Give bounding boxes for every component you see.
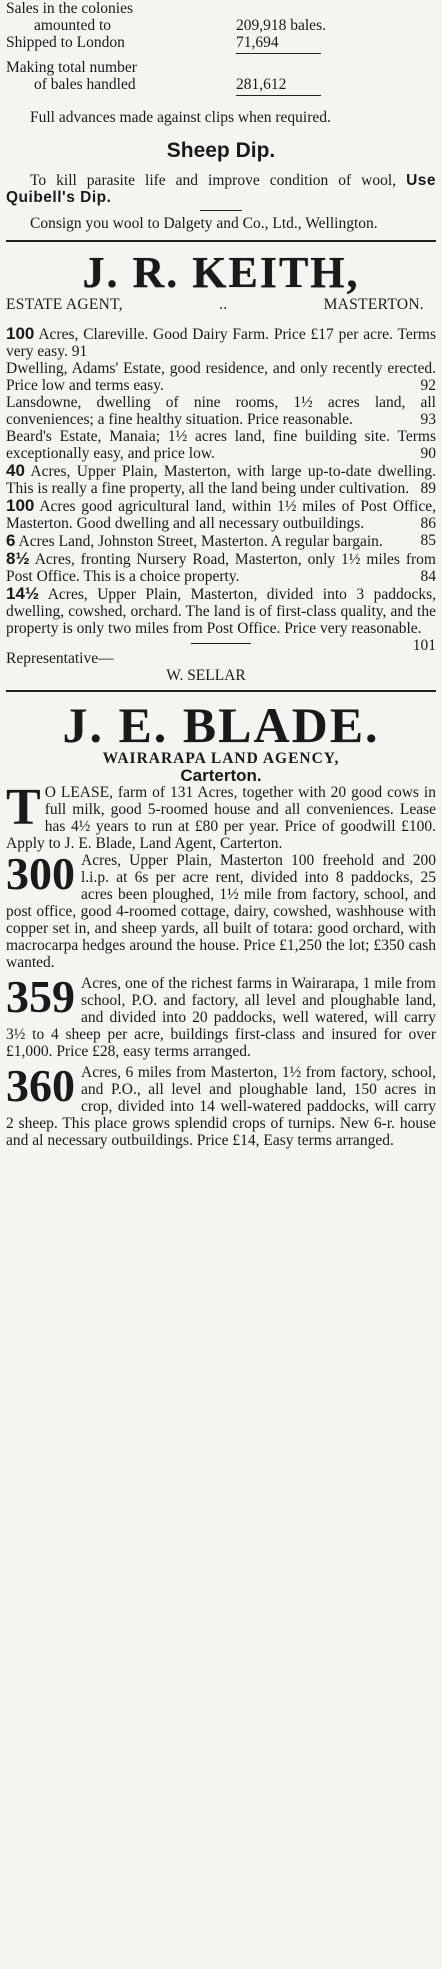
listing <box>6 462 436 497</box>
listing-text: Acres, Upper Plain, Masterton 100 freehold and 200 l.i.p. at 6s per acre rent, divided into 8 paddocks, 25 acres been ploughed, 1½ mile from factory, school, and post office, good 4-roomed cottage, dairy, cowshed, washhouse with copper set in, and sheep yards, all built of totara: good orchard, with macrocarpa hedges around the house. Price £1,250 the lot; £350 cash wanted. <box>6 852 436 971</box>
divider <box>200 210 242 211</box>
listing-lead: 14½ <box>6 584 40 603</box>
stat-line <box>6 76 436 93</box>
listing <box>6 325 436 360</box>
listing <box>6 428 436 462</box>
listing-text: Acres, one of the richest farms in Wairarapa, 1 mile from school, P.O. and factory, all level and ploughable land, and divided into 20 paddocks, well watered, will carry 3½ to 4 sheep per acre, buildings first-class and insured for over £1,000. Price £28, easy terms arranged. <box>6 975 436 1060</box>
listing-lead: 100 <box>6 324 35 343</box>
listing-number: 101 <box>412 637 436 654</box>
listing-text: Acres good agricultural land, within 1½ miles of Post Office, Masterton. Good dwelling and all necessary outbuildings. <box>6 498 436 532</box>
stat-value: 209,918 bales. <box>236 17 326 34</box>
keith-subhead <box>6 296 436 313</box>
acreage-number: 359 <box>6 971 75 1022</box>
divider <box>191 643 251 644</box>
quibells-dip-emphasis: Use Quibell's Dip. <box>6 172 437 206</box>
listing-number: 91 <box>71 343 88 360</box>
representative-label: Representative— <box>6 650 114 667</box>
listing <box>6 532 436 550</box>
section-rule <box>6 240 436 242</box>
listing <box>6 584 436 654</box>
consign-note: Consign you wool to Dalgety and Co., Ltd., Wellington. <box>30 215 378 232</box>
stat-label: amounted to <box>34 17 112 34</box>
acreage-number: 360 <box>6 1060 75 1111</box>
keith-separator: .. <box>219 296 228 313</box>
representative-name: W. SELLAR <box>166 667 246 684</box>
sheep-dip-body <box>6 172 436 206</box>
listing-lead: 100 <box>6 496 35 515</box>
listing-number: 92 <box>420 377 436 394</box>
listing-text: Acres, Upper Plain, Masterton, divided into 3 paddocks, dwelling, cowshed, orchard. The land is of first-class quality, and the property is only two miles from Post Office. Price very reasonable. <box>6 586 436 637</box>
farm-listing <box>6 848 436 971</box>
stat-line: Making total number <box>6 59 137 76</box>
sheep-dip-ad <box>6 138 436 232</box>
listing-text: Lansdowne, dwelling of nine rooms, 1½ acres land, all conveniences; a fine healthy situation. Price reasonable. <box>6 394 436 428</box>
listing-lead: 8½ <box>6 549 30 568</box>
listing-text: Acres, Clareville. Good Dairy Farm. Price £17 per acre. Terms very easy. <box>6 326 436 360</box>
sheep-dip-title: Sheep Dip. <box>166 139 276 162</box>
listing <box>6 497 436 532</box>
stat-line: Sales in the colonies <box>6 0 133 17</box>
listing-number: 84 <box>420 568 436 585</box>
blade-title: J. E. BLADE. <box>62 697 380 753</box>
blade-ad <box>6 697 436 1149</box>
stat-value: 281,612 <box>236 76 287 93</box>
drop-cap: T <box>6 779 41 836</box>
listing-text: Acres, fronting Nursery Road, Masterton, only 1½ miles from Post Office. This is a choice property. <box>6 551 436 585</box>
listing-number: 93 <box>420 411 436 428</box>
listing-text: Acres Land, Johnston Street, Masterton. A regular bargain. <box>18 533 383 550</box>
farm-listing <box>6 1060 436 1149</box>
listing-text: Acres, Upper Plain, Masterton, with large up-to-date dwelling. This is really a fine property, all the land being under cultivation. <box>6 463 436 497</box>
listing-number: 86 <box>420 515 436 532</box>
listing-text: Beard's Estate, Manaia; 1½ acres land, fine building site. Terms exceptionally easy, and price low. <box>6 428 436 462</box>
listing-text: Dwelling, Adams' Estate, good residence, and only recently erected. Price low and terms easy. <box>6 360 436 394</box>
listing <box>6 360 436 394</box>
listing <box>6 394 436 428</box>
stat-line <box>6 17 436 34</box>
stat-label: Shipped to London <box>6 34 125 51</box>
blade-agency: WAIRARAPA LAND AGENCY, <box>102 750 340 767</box>
listing-lead: 40 <box>6 461 25 480</box>
stat-line <box>6 34 436 51</box>
stat-label: of bales handled <box>34 76 136 93</box>
section-rule <box>6 690 436 692</box>
advances-note: Full advances made against clips when required. <box>30 109 331 126</box>
listing-number: 85 <box>420 532 436 549</box>
acreage-number: 300 <box>6 848 75 899</box>
lease-text: O LEASE, farm of 131 Acres, together with 20 good cows in full milk, good 5-roomed house and all conveniences. Lease has 4½ years to run at £80 per year. Price of goodwill £100. Apply to J. E. Blade, Land Agent, Carterton. <box>6 784 436 852</box>
stat-value: 71,694 <box>236 34 279 51</box>
keith-ad <box>6 250 436 684</box>
keith-listings <box>6 324 436 654</box>
blade-town: Carterton. <box>180 766 262 785</box>
keith-town: MASTERTON. <box>323 296 424 313</box>
listing-text: Acres, 6 miles from Masterton, 1½ from factory, school, and P.O., all level and ploughable land, 150 acres in crop, divided into 14 well-watered paddocks, will carry 2 sheep. This place grows splendid crops of turnips. New 6-r. house and al necessary outbuildings. Price £14, Easy terms arranged. <box>6 1064 436 1149</box>
sales-stats <box>6 0 436 126</box>
farm-listing <box>6 971 436 1060</box>
listing-number: 89 <box>420 480 436 497</box>
keith-title: J. R. KEITH, <box>82 248 360 297</box>
listing-number: 90 <box>420 445 436 462</box>
lease-listing <box>6 779 436 852</box>
sheep-dip-text: To kill parasite life and improve condition of wool, <box>30 172 397 189</box>
listing <box>6 550 436 585</box>
keith-role: ESTATE AGENT, <box>6 296 123 313</box>
listing-lead: 6 <box>6 531 16 550</box>
